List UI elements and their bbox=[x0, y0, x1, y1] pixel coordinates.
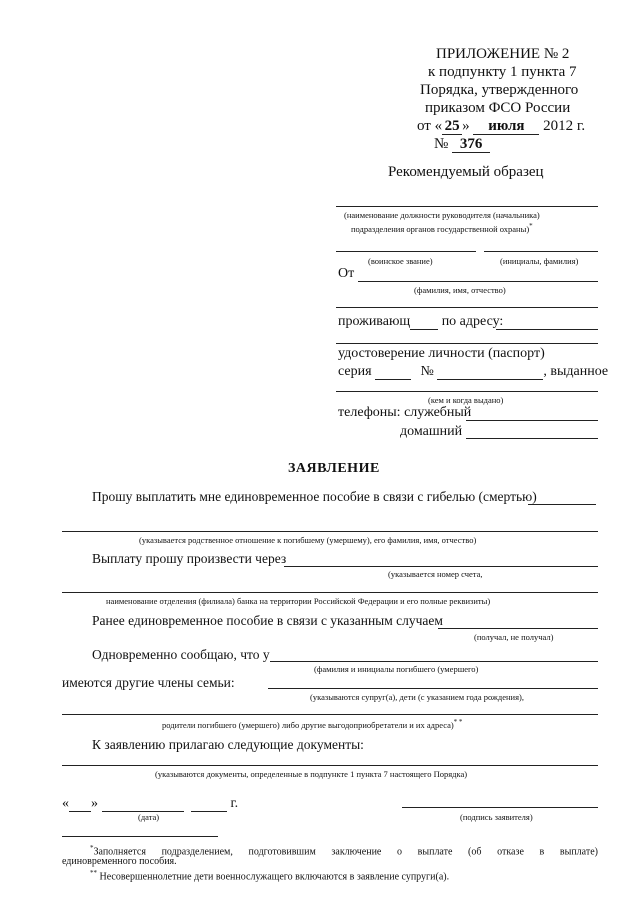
bank-line[interactable] bbox=[62, 592, 598, 593]
work-phone-line[interactable] bbox=[466, 420, 598, 421]
received-line[interactable] bbox=[438, 628, 598, 629]
docs-hint: (указываются документы, определенные в подпункте 1 пункта 7 настоящего Порядка) bbox=[155, 769, 468, 779]
bank-hint: наименование отделения (филиала) банка на территории Российской Федерации и его полные реквизиты) bbox=[106, 596, 491, 606]
footnote-2: ** Несовершеннолетние дети военнослужащего включаются в заявление супруги(а). bbox=[90, 869, 450, 883]
sign-day-input[interactable] bbox=[69, 796, 91, 812]
initials-line[interactable] bbox=[484, 251, 598, 252]
series-input[interactable] bbox=[375, 364, 411, 380]
appendix-line-2: Порядка, утвержденного bbox=[420, 82, 579, 98]
family-line[interactable] bbox=[268, 688, 598, 689]
date-month: июля bbox=[473, 119, 539, 135]
earlier-text: Ранее единовременное пособие в связи с указанным случаем bbox=[92, 613, 443, 628]
account-hint: (указывается номер счета, bbox=[388, 569, 483, 579]
date-hint: (дата) bbox=[138, 812, 160, 822]
parents-hint: родители погибшего (умершего) либо другие выгодоприобретатели и их адреса)* * bbox=[162, 718, 463, 730]
footnote-separator bbox=[62, 836, 218, 837]
address-line-2[interactable] bbox=[336, 343, 598, 344]
docs-line[interactable] bbox=[62, 765, 598, 766]
date-close-quote: » bbox=[91, 796, 98, 811]
account-line[interactable] bbox=[284, 566, 598, 567]
footnote-1: *Заполняется подразделением, подготовившим заключение о выплате (об отказе в выплате) bbox=[90, 844, 598, 858]
issued-label: , выданное bbox=[543, 364, 609, 379]
phones-label: телефоны: служебный bbox=[338, 405, 472, 420]
date-year-suffix: г. bbox=[230, 796, 239, 811]
date-year: 2012 г. bbox=[543, 118, 586, 134]
parents-line[interactable] bbox=[62, 714, 598, 715]
living-label: проживающ по адресу: bbox=[338, 314, 504, 329]
head-hint-2: подразделения органов государственной охраны)* bbox=[351, 222, 533, 234]
relation-line-b[interactable] bbox=[62, 531, 598, 532]
from-label: От bbox=[338, 266, 355, 281]
rank-line[interactable] bbox=[336, 251, 476, 252]
extra-line-1[interactable] bbox=[336, 307, 598, 308]
head-hint-1: (наименование должности руководителя (начальника) bbox=[344, 210, 540, 220]
address-line-1[interactable] bbox=[496, 329, 598, 330]
fio-hint: (фамилия, имя, отчество) bbox=[414, 285, 506, 295]
spouse-hint: (указываются супруг(а), дети (с указанием года рождения), bbox=[310, 692, 524, 702]
family-text: имеются другие члены семьи: bbox=[62, 675, 235, 690]
id-doc-label: удостоверение личности (паспорт) bbox=[338, 346, 545, 361]
appendix-title: ПРИЛОЖЕНИЕ № 2 bbox=[436, 46, 570, 62]
passport-row bbox=[338, 364, 608, 380]
sample-label: Рекомендуемый образец bbox=[388, 164, 544, 180]
date-row bbox=[62, 796, 238, 812]
rank-hint: (воинское звание) bbox=[368, 256, 433, 266]
attach-text: К заявлению прилагаю следующие документы: bbox=[92, 737, 364, 752]
deceased-hint: (фамилия и инициалы погибшего (умершего) bbox=[314, 664, 479, 674]
payment-text: Выплату прошу произвести через bbox=[92, 551, 287, 566]
document-title: ЗАЯВЛЕНИЕ bbox=[288, 461, 380, 476]
number-label-2: № bbox=[420, 364, 434, 379]
issued-line[interactable] bbox=[336, 391, 598, 392]
signature-hint: (подпись заявителя) bbox=[460, 812, 533, 822]
number-value: 376 bbox=[452, 137, 490, 153]
date-mid: » bbox=[462, 118, 470, 134]
appendix-date bbox=[417, 118, 585, 135]
number-label: № bbox=[434, 136, 449, 152]
date-open-quote: « bbox=[62, 796, 69, 811]
appendix-number bbox=[434, 136, 490, 153]
relation-line-a[interactable] bbox=[528, 504, 596, 505]
signature-line[interactable] bbox=[402, 807, 598, 808]
passport-number-input[interactable] bbox=[437, 364, 543, 380]
footnote-1-cont: единовременного пособия. bbox=[62, 856, 177, 867]
deceased-line[interactable] bbox=[270, 661, 598, 662]
initials-hint: (инициалы, фамилия) bbox=[500, 256, 579, 266]
sign-year-input[interactable] bbox=[191, 796, 227, 812]
home-label: домашний bbox=[400, 424, 463, 439]
appendix-line-3: приказом ФСО России bbox=[425, 100, 571, 116]
appendix-line-1: к подпункту 1 пункта 7 bbox=[428, 64, 577, 80]
received-hint: (получал, не получал) bbox=[474, 632, 554, 642]
relation-hint: (указывается родственное отношение к погибшему (умершему), его фамилия, имя, отчество) bbox=[139, 535, 477, 545]
head-position-line[interactable] bbox=[336, 206, 598, 207]
fio-line[interactable] bbox=[358, 281, 598, 282]
also-text: Одновременно сообщаю, что у bbox=[92, 647, 270, 662]
series-label: серия bbox=[338, 364, 372, 379]
sign-month-input[interactable] bbox=[102, 796, 184, 812]
request-text: Прошу выплатить мне единовременное пособие в связи с гибелью (смертью) bbox=[92, 489, 537, 504]
issued-hint: (кем и когда выдано) bbox=[428, 395, 504, 405]
date-day: 25 bbox=[442, 119, 462, 135]
date-prefix: от « bbox=[417, 118, 443, 134]
home-phone-line[interactable] bbox=[466, 438, 598, 439]
